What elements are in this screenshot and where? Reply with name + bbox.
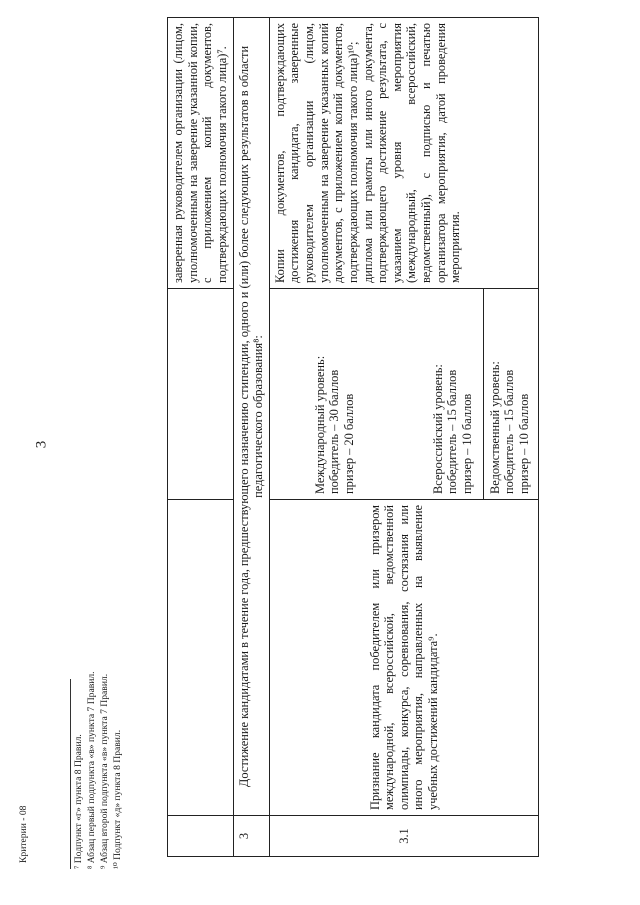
footnote-10: ¹⁰ Подпункт «д» пункта 8 Правил.	[111, 729, 123, 869]
criterion-levels-cell	[269, 289, 539, 500]
level-winner: победитель – 30 баллов	[327, 369, 342, 494]
section-number: 3	[233, 816, 269, 857]
level-name: Международный уровень:	[312, 355, 327, 494]
footnote-9: ⁹ Абзац второй подпункта «в» пункта 7 Правил.	[98, 673, 110, 869]
footnote-7: ⁷ Подпункт «г» пункта 8 Правил.	[73, 734, 84, 869]
empty-cell	[168, 289, 234, 500]
footer-label: Критерии - 08	[18, 805, 29, 863]
criterion-achievement: Признание кандидата победителем или призером международной, всероссийской, ведомственной олимпиады, конкурса, соревнования, состязания или иного мероприятия, направленных на выявление учебных достижений кандидата⁹.	[269, 500, 539, 816]
table-row-section	[233, 18, 269, 857]
continuation-docs-cell: заверенная руководителем организации (лицом, уполномоченным на заверение указанной копии, с приложением копий документов, подтверждающих полномочия такого лица)⁷.	[168, 18, 234, 289]
footnote-rule	[70, 679, 71, 869]
empty-cell	[168, 500, 234, 816]
criterion-docs-cell	[269, 18, 539, 289]
level-prize: призер – 20 баллов	[342, 393, 356, 494]
level-name: Всероссийский уровень:	[430, 364, 445, 494]
level-winner: победитель – 15 баллов	[445, 369, 460, 494]
level-national	[361, 294, 479, 494]
level-international	[273, 294, 361, 494]
level-prize: призер – 10 баллов	[516, 393, 531, 494]
table-row-criterion	[269, 18, 539, 857]
criterion-number: 3.1	[269, 816, 539, 857]
docs-copies: Копии документов, подтверждающих достижения кандидата, заверенные руководителем организации (лицом, уполномоченным на заверение указанных копий документов, с приложением копий документов, подтверждающих полномочия такого лица)¹⁰;	[272, 23, 360, 283]
level-prize: призер – 10 баллов	[459, 393, 474, 494]
level-winner: победитель – 15 баллов	[502, 369, 517, 494]
level-departmental	[486, 294, 536, 494]
section-title: Достижение кандидатами в течение года, предшествующего назначению стипендии, одного и (или) более следующих результатов в области педагогического образования⁸:	[233, 18, 269, 816]
footnotes	[70, 671, 125, 869]
docs-diploma: диплома или грамоты или иного документа, подтверждающего достижение результата, с указанием уровня мероприятия (международный, всероссийский, ведомственный), с подписью и печатью организатора мероприятия, датой проведения мероприятия.	[360, 23, 463, 283]
page-number: 3	[33, 440, 50, 449]
empty-cell	[168, 816, 234, 857]
level-divider	[483, 289, 484, 499]
footnote-8: ⁸ Абзац первый подпункта «в» пункта 7 Правил.	[85, 671, 97, 869]
criteria-table	[167, 17, 539, 857]
level-name: Ведомственный уровень:	[487, 361, 502, 494]
table-row-continuation	[168, 18, 234, 857]
